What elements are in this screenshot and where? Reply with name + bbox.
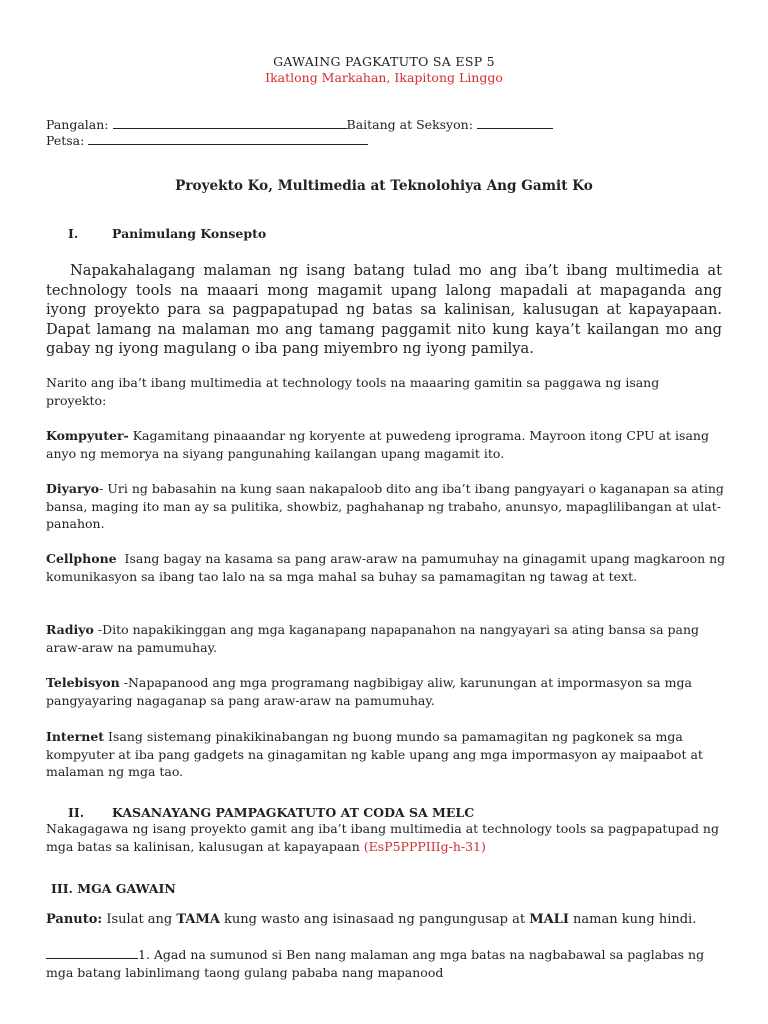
section3-heading: III. MGA GAWAIN [51,881,176,896]
main-title: Proyekto Ko, Multimedia at Teknolohiya Ang Gamit Ko [175,178,593,194]
section2-heading [68,805,474,820]
tools-lead: Narito ang iba’t ibang multimedia at technology tools na maaaring gamitin sa paggawa ng isang proyekto: [46,375,660,408]
tool-term: Internet [46,729,105,744]
tool-desc: Kagamitang pinaaandar ng koryente at puwedeng iprograma. Mayroon itong CPU at isang anyo ng memorya na siyang pangunahing kailangan upang magamit ito. [46,428,709,461]
grade-blank[interactable] [477,118,553,129]
tool-term: Cellphone [46,551,117,566]
section1-title: Panimulang Konsepto [112,226,267,241]
instructions-text: Isulat ang [102,912,177,927]
tool-item-internet [46,728,726,781]
exercise-item-1 [46,946,726,981]
melc-code: (EsP5PPPIIIg-h-31) [363,838,486,854]
instructions-label: Panuto: [46,912,103,927]
instructions-text: naman kung hindi. [568,912,697,927]
section1-heading [68,226,266,241]
worksheet-title: GAWAING PAGKATUTO SA ESP 5 [273,54,495,69]
date-label: Petsa: [46,133,85,148]
instructions-text: kung wasto ang isinasaad ng pangungusap at [219,912,530,927]
melc-text [46,820,726,855]
name-label: Pangalan: [46,117,109,132]
tama-keyword: TAMA [176,912,220,927]
tool-desc: - Uri ng babasahin na kung saan nakapaloob dito ang iba’t ibang pangyayari o kaganapan sa ating bansa, maging ito man ay sa pulitika, showbiz, paghahanap ng trabaho, anunsyo, mapaglilibangan at ulat-panahon. [46,481,724,531]
grade-label: Baitang at Seksyon: [346,117,473,132]
tool-term: Kompyuter- [46,428,129,443]
exercise-item-text: 1. Agad na sumunod si Ben nang malaman ang mga batas na nagbabawal sa paglabas ng mga batang labinlimang taong gulang pababa nang mapanood [46,947,705,980]
name-grade-row [46,117,553,132]
section2-title: KASANAYANG PAMPAGKATUTO AT CODA SA MELC [112,805,475,820]
answer-blank[interactable] [46,949,138,959]
tool-item-kompyuter [46,427,726,462]
instructions [46,911,726,929]
section1-number: I. [68,226,79,241]
melc-description: Nakagagawa ng isang proyekto gamit ang iba’t ibang multimedia at technology tools sa pagpapatupad ng mga batas sa kalinisan, kalusugan at kapayapaan [46,821,719,854]
tool-item-diyaryo [46,480,726,533]
tool-desc: Isang bagay na kasama sa pang araw-araw na pamumuhay na ginagamit upang magkaroon ng komunikasyon sa ibang tao lalo na sa mga mahal sa buhay sa pamamagitan ng tawag at text. [46,551,730,584]
tool-term: Telebisyon [46,675,120,690]
section2-number: II. [68,805,85,820]
tool-desc: -Napapanood ang mga programang nagbibigay aliw, karunungan at impormasyon sa mga pangyayaring nagaganap sa pang araw-araw na pamumuhay. [46,675,692,708]
worksheet-subtitle: Ikatlong Markahan, Ikapitong Linggo [265,70,503,85]
tool-item-radiyo [46,621,726,656]
tool-item-cellphone [46,550,730,585]
tool-desc: -Dito napakikinggan ang mga kaganapang napapanahon na nangyayari sa ating bansa sa pang araw-araw na pamumuhay. [46,622,700,655]
name-blank[interactable] [113,118,347,129]
tool-desc: Isang sistemang pinakikinabangan ng buong mundo sa pamamagitan ng pagkonek sa mga kompyuter at iba pang gadgets na ginagamitan ng kable upang ang mga impormasyon ay maipaabot at malaman ng mga tao. [46,729,703,779]
intro-paragraph: Napakahalagang malaman ng isang batang tulad mo ang iba’t ibang multimedia at technology tools na maaari mong magamit upang lalong mapadali at mapaganda ang iyong proyekto para sa pagpapatupad ng batas sa kalinisan, kalusugan at kapayapaan. Dapat lamang na malaman mo ang tamang paggamit nito kung kaya’t kailangan mo ang gabay ng iyong magulang o iba pang miyembro ng iyong pamilya. [46,262,722,357]
date-blank[interactable] [88,134,368,145]
tool-term: Diyaryo [46,481,100,496]
mali-keyword: MALI [529,912,569,927]
date-row [46,133,368,148]
tool-term: Radiyo [46,622,94,637]
tool-item-telebisyon [46,674,726,709]
